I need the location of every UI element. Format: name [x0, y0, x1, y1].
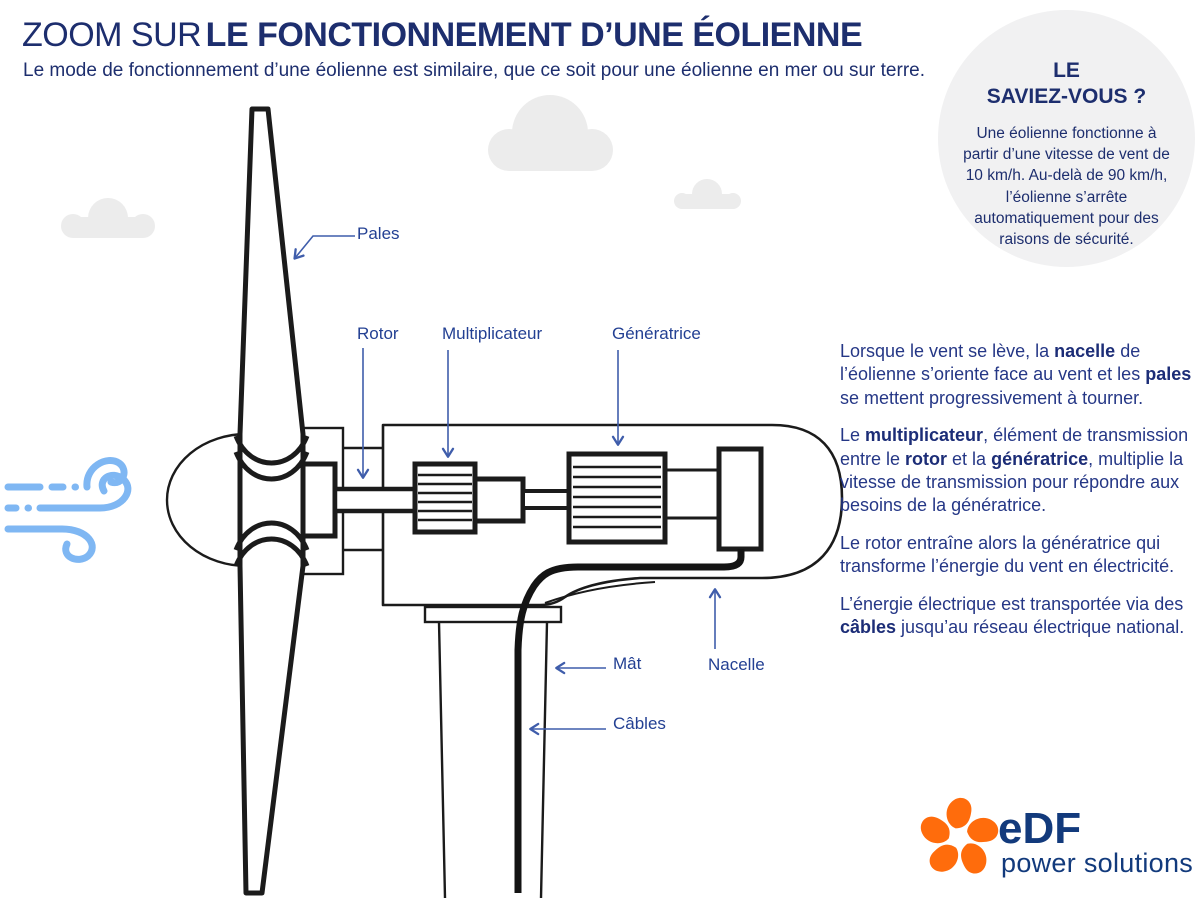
did-you-know-heading-line1: LE	[1053, 59, 1080, 82]
did-you-know-bubble	[938, 10, 1195, 267]
label-pales: Pales	[357, 224, 400, 243]
description-paragraph: Le multiplicateur, élément de transmission entre le rotor et la génératrice, multiplie la vitesse de transmission pour répondre aux besoins de la génératrice.	[840, 425, 1189, 516]
cloud-icon	[674, 179, 741, 209]
did-you-know-body: Une éolienne fonctionne à partir d’une vitesse de vent de 10 km/h. Au-delà de 90 km/h, l’éolienne s’arrête automatiquement pour des raisons de sécurité.	[963, 124, 1170, 249]
cloud-icon	[61, 198, 155, 238]
page-title-main: LE FONCTIONNEMENT D’UNE ÉOLIENNE	[205, 16, 863, 54]
description-paragraph: Lorsque le vent se lève, la nacelle de l’éolienne s’oriente face au vent et les pales se mettent progressivement à tourner.	[840, 341, 1192, 408]
did-you-know-heading	[938, 58, 1195, 111]
did-you-know-heading-line2: SAVIEZ-VOUS ?	[986, 85, 1147, 109]
edf-flame-icon	[913, 793, 1007, 885]
gearbox-shape	[415, 464, 475, 532]
page-title-prefix: ZOOM SUR	[22, 16, 202, 54]
wind-icon	[8, 460, 128, 559]
description-paragraph: Le rotor entraîne alors la génératrice qui transforme l’énergie du vent en électricité.	[840, 532, 1175, 577]
edf-logo-tagline: power solutions	[1001, 848, 1194, 878]
label-generatrice: Génératrice	[612, 324, 701, 343]
label-multiplicateur: Multiplicateur	[442, 324, 543, 343]
edf-logo-wordmark: eDF	[998, 804, 1082, 853]
wind-turbine-cutaway	[167, 109, 842, 898]
generator-shape	[569, 454, 665, 542]
description-paragraph: L’énergie électrique est transportée via des câbles jusqu’au réseau électrique national.	[840, 593, 1185, 637]
cloud-icon	[488, 95, 613, 171]
label-nacelle: Nacelle	[708, 655, 765, 674]
label-cables: Câbles	[613, 714, 666, 733]
label-mat: Mât	[613, 654, 642, 673]
page-subtitle: Le mode de fonctionnement d’une éolienne est similaire, que ce soit pour une éolienne en mer ou sur terre.	[23, 60, 925, 81]
description-column	[840, 340, 1196, 653]
blade-shape	[240, 109, 303, 893]
label-rotor: Rotor	[357, 324, 399, 343]
